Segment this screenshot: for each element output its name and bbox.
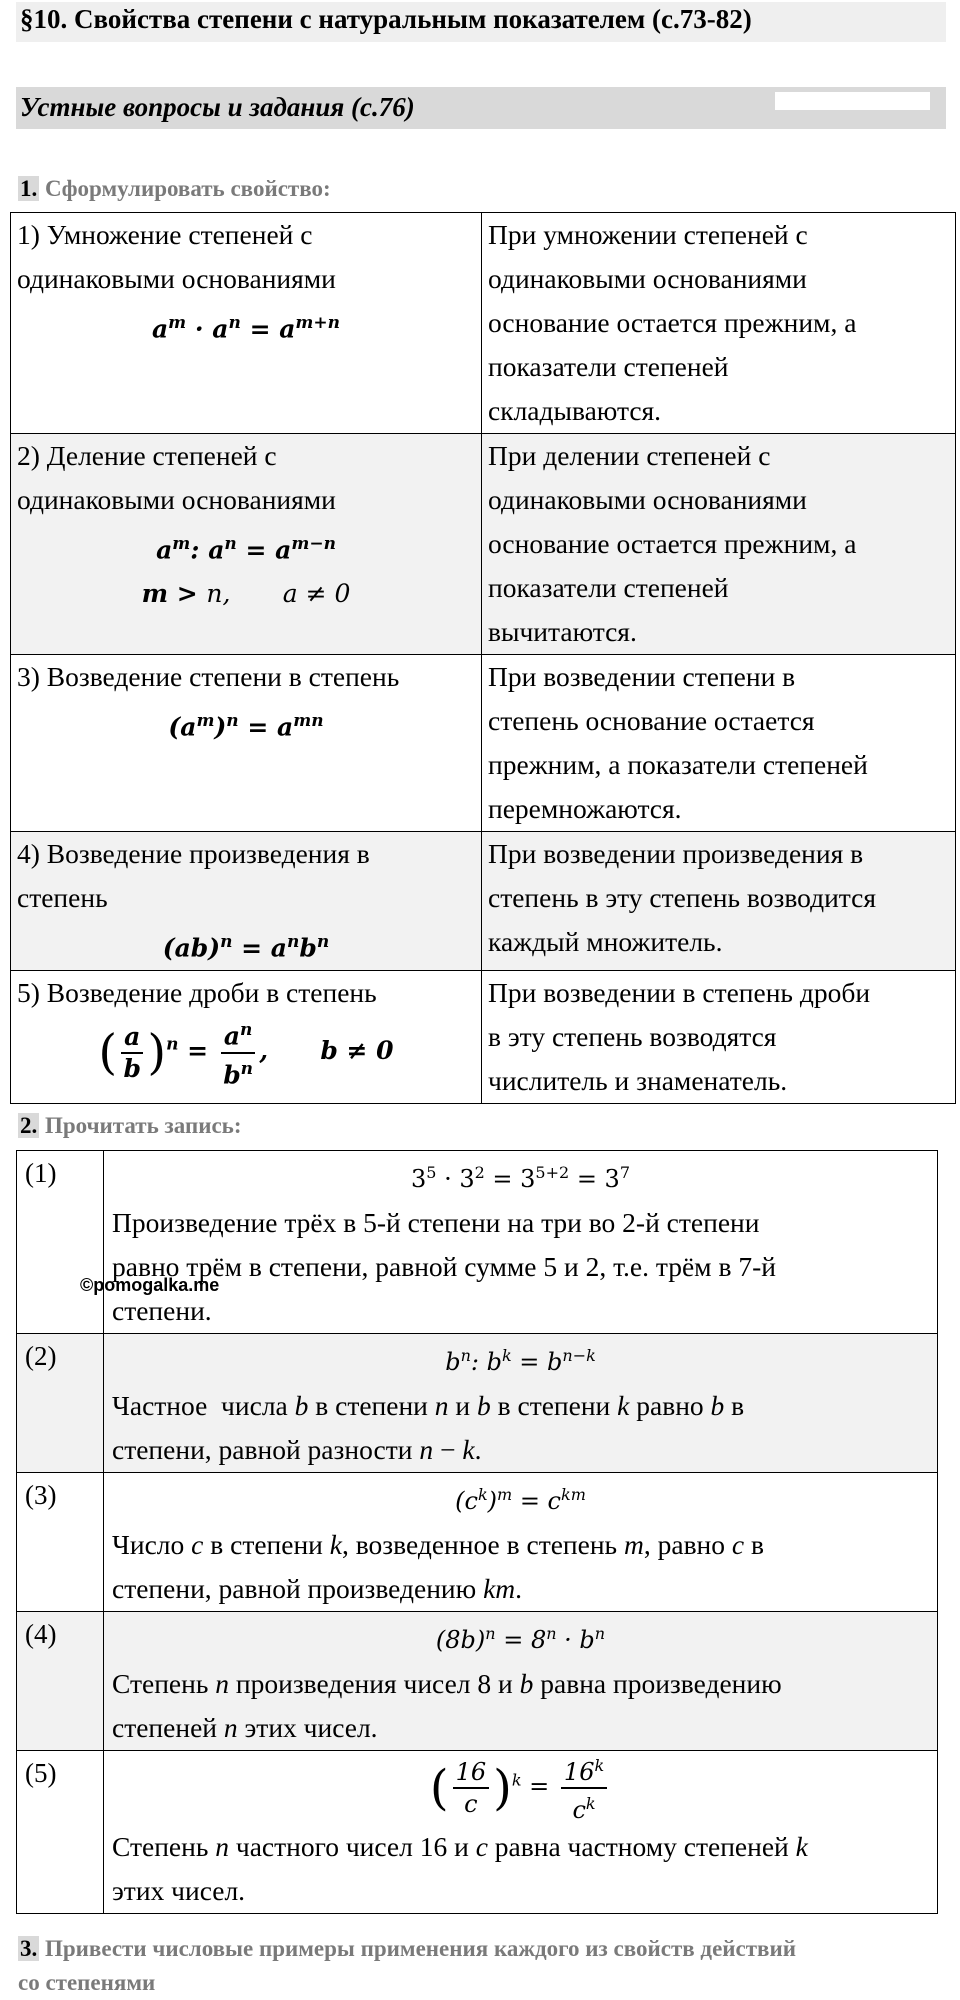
reading-text: Число c в степени k, возведенное в степень m, равно c в степени, равной произведению km. [112, 1529, 764, 1604]
question-3-text-line-2: со степенями [18, 1970, 156, 1995]
reading-text: Произведение трёх в 5-й степени на три во 2-й степени равно трём в степени, равной сумме 5 и 2, т.е. трём в 7-й степени. [112, 1207, 776, 1326]
reading-row [17, 1473, 938, 1612]
question-1-heading [18, 176, 331, 202]
property-formula: $a^m$: $a^n = a^{m-n}$ [156, 534, 336, 565]
property-formula: $(ab)^n = a^nb^n$ [162, 932, 330, 963]
property-formula: ( $\frac{a}{b}$ )$^n$ = $\frac{a^n}{b^n}$ , b ≠ 0 [17, 1015, 475, 1090]
question-3-text-line-1: Привести числовые примеры применения каждого из свойств действий [45, 1936, 796, 1961]
property-name-cell [11, 213, 482, 434]
blank-box [775, 92, 930, 110]
property-description-line: основание остается прежним, а [488, 307, 857, 338]
property-condition: m > n, a ≠ 0 [141, 579, 351, 609]
property-description-line: При возведении в степень дроби [488, 977, 871, 1009]
property-description-cell [482, 655, 956, 832]
property-description-line: каждый множитель. [488, 926, 723, 957]
readings-table [16, 1150, 938, 1914]
watermark: ©pomogalka.me [80, 1275, 220, 1295]
property-row [11, 832, 956, 971]
property-name-line: 1) Умножение степеней с [17, 219, 313, 250]
property-description-line: показатели степеней [488, 572, 729, 603]
property-description-cell [482, 832, 956, 971]
property-description-cell [482, 971, 956, 1104]
property-name-line: степень [17, 882, 108, 913]
property-name-cell [11, 434, 482, 655]
reading-row [17, 1334, 938, 1473]
property-description-line: прежним, а показатели степеней [488, 749, 868, 780]
reading-text: Степень n частного чисел 16 и c равна частному степеней k этих чисел. [112, 1831, 808, 1906]
property-description-line: При умножении степеней с [488, 219, 808, 250]
properties-table [10, 212, 956, 1104]
property-row [11, 971, 956, 1104]
property-description-line: степень основание остается [488, 705, 815, 736]
property-row [11, 434, 956, 655]
reading-cell [104, 1612, 938, 1751]
reading-cell [104, 1151, 938, 1334]
reading-number: (2) [17, 1334, 104, 1473]
reading-cell [104, 1334, 938, 1473]
property-description-line: перемножаются. [488, 793, 682, 824]
property-description-line: одинаковыми основаниями [488, 484, 807, 515]
reading-text: Степень n произведения чисел 8 и b равна произведению степеней n этих чисел. [112, 1668, 782, 1743]
property-description-line: основание остается прежним, а [488, 528, 857, 559]
section-title: Устные вопросы и задания (с.76) [20, 92, 415, 122]
question-2-heading [18, 1113, 241, 1139]
question-2-text: Прочитать запись: [45, 1113, 242, 1138]
property-description-line: степень в эту степень возводится [488, 882, 876, 913]
property-name-line: одинаковыми основаниями [17, 484, 336, 515]
reading-number: (1) [17, 1151, 104, 1334]
property-name-line: одинаковыми основаниями [17, 263, 336, 294]
property-description-cell [482, 213, 956, 434]
property-description-line: При делении степеней с [488, 440, 771, 471]
reading-formula: $(c^k)^m = c^{km}$ [455, 1485, 586, 1515]
reading-formula: ( $\frac{16}{c}$ )$^k$ = $\frac{16^k}{c^k}$ [112, 1751, 929, 1825]
reading-row [17, 1751, 938, 1914]
property-name-line: 4) Возведение произведения в [17, 838, 370, 869]
property-name-line: 5) Возведение дроби в степень [17, 977, 377, 1009]
property-row [11, 655, 956, 832]
property-name-line: 2) Деление степеней с [17, 440, 277, 471]
reading-number: (3) [17, 1473, 104, 1612]
property-description-line: вычитаются. [488, 616, 637, 647]
reading-number: (5) [17, 1751, 104, 1914]
reading-formula: $(8b)^n = 8^n \cdot b^n$ [435, 1624, 606, 1654]
property-description-line: числитель и знаменатель. [488, 1065, 788, 1097]
question-3-number: 3. [20, 1936, 38, 1961]
reading-row [17, 1612, 938, 1751]
question-2-number: 2. [20, 1113, 38, 1138]
property-name-cell [11, 971, 482, 1104]
property-description-line: При возведении произведения в [488, 838, 864, 869]
property-name-cell [11, 832, 482, 971]
reading-number: (4) [17, 1612, 104, 1751]
property-row [11, 213, 956, 434]
property-name-cell [11, 655, 482, 832]
reading-formula: $b^n$: $b^k = b^{n-k}$ [445, 1346, 596, 1376]
question-1-text: Сформулировать свойство: [45, 176, 331, 201]
reading-cell [104, 1473, 938, 1612]
reading-formula: $3^5 \cdot 3^2 = 3^{5+2} = 3^7$ [410, 1163, 631, 1193]
reading-cell [104, 1751, 938, 1914]
page-title: §10. Свойства степени с натуральным показателем (с.73-82) [20, 4, 752, 34]
property-formula: $(a^m)^n = a^{mn}$ [168, 711, 324, 742]
property-description-line: показатели степеней [488, 351, 729, 382]
reading-row [17, 1151, 938, 1334]
property-formula: $a^m \cdot a^n = a^{m+n}$ [151, 313, 341, 344]
reading-text: Частное числа b в степени n и b в степени k равно b в степени, равной разности n − k. [112, 1390, 745, 1465]
question-3-heading [18, 1932, 796, 2000]
property-description-line: складываются. [488, 395, 662, 426]
property-description-line: При возведении степени в [488, 661, 796, 692]
property-description-line: в эту степень возводятся [488, 1021, 777, 1053]
property-description-line: одинаковыми основаниями [488, 263, 807, 294]
property-description-cell [482, 434, 956, 655]
property-name-line: 3) Возведение степени в степень [17, 661, 400, 692]
question-1-number: 1. [20, 176, 38, 201]
